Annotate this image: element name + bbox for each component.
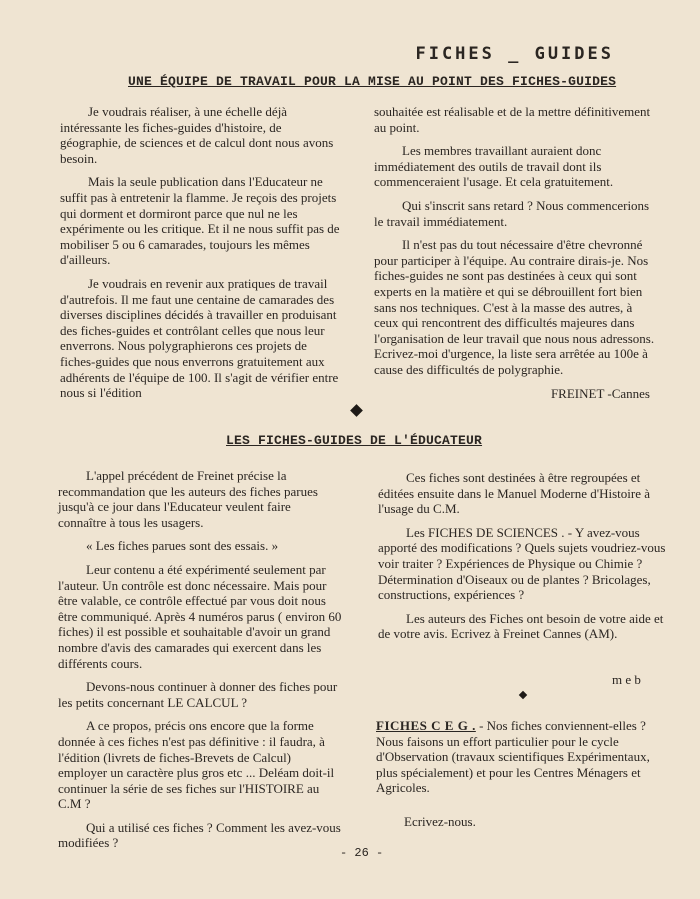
paragraph: Devons-nous continuer à donner des fiches pour les petits concernant LE CALCUL ? — [58, 679, 338, 710]
paragraph: Les auteurs des Fiches ont besoin de votre aide et de votre avis. Ecrivez à Freinet Cannes (AM). — [378, 610, 664, 642]
paragraph: Qui s'inscrit sans retard ? Nous commencerions le travail immédiatement. — [374, 197, 650, 229]
paragraph: A ce propos, précis ons encore que la forme donnée à ces fiches n'est pas définitive : il faudra, à l'édition (livrets de fiches-Brevets de Calcul) employer un caractère plus gros etc ... Deléam doit-il continuer la série de ses fiches sur l'HISTOIRE au C.M ? — [58, 718, 335, 812]
page-number: - 26 - — [340, 846, 384, 860]
section1-left-column — [60, 104, 342, 409]
section2-right-column — [378, 470, 666, 650]
fiches-ceg-block — [376, 718, 670, 838]
fiches-ceg-text: - Nos fiches conviennent-elles ? Nous faisons un effort particulier pour le cycle d'Observation (travaux scientifiques Expérimentaux, plus spécialement) et pour les Centres Ménagers et Agricoles. — [376, 718, 650, 796]
signature: FREINET -Cannes — [550, 385, 650, 401]
page-header: FICHES _ GUIDES — [415, 44, 614, 64]
signature: m e b — [612, 672, 641, 687]
paragraph: Les FICHES DE SCIENCES . - Y avez-vous apporté des modifications ? Quels sujets voudriez-vous voir traiter ? Expériences de Physique ou Chimie ? Détermination d'Oiseaux ou de plantes ? Bricolages, constructions, expériences ? — [378, 524, 666, 603]
paragraph: Ces fiches sont destinées à être regroupées et éditées ensuite dans le Manuel Moderne d'Histoire à l'usage du C.M. — [378, 470, 651, 517]
paragraph: souhaitée est réalisable et de la mettre définitivement au point. — [374, 104, 651, 135]
paragraph: « Les fiches parues sont des essais. » — [86, 538, 279, 554]
diamond-ornament — [350, 404, 363, 417]
paragraph: Il n'est pas du tout nécessaire d'être chevronné pour participer à l'équipe. Au contraire dirais-je. Nos fiches-guides ne sont pas destinées à ceux qui sont experts en la matière et qui se débrouillent fort bien sans nos techniques. C'est à la masse des autres, à ceux qui rencontrent des difficultés majeures dans l'organisation de leur travail que nous nous adressons. Ecrivez-moi d'urgence, la liste sera arrêtée au 100e à cause des difficultés de polygraphie. — [374, 237, 655, 377]
paragraph: Les membres travaillant auraient donc immédiatement des outils de travail dont ils commenceraient l'usage. Et cela gratuitement. — [374, 143, 614, 190]
section1-title: UNE ÉQUIPE DE TRAVAIL POUR LA MISE AU POINT DES FICHES-GUIDES — [128, 74, 617, 89]
paragraph: Ecrivez-nous. — [404, 813, 476, 829]
paragraph: Qui a utilisé ces fiches ? Comment les avez-vous modifiées ? — [58, 819, 341, 851]
section1-right-column — [374, 104, 658, 409]
paragraph: Je voudrais réaliser, à une échelle déjà intéressante les fiches-guides d'histoire, de géographie, de sciences et de calcul dont nous avons besoin. — [60, 104, 334, 166]
paragraph: Leur contenu a été expérimenté seulement par l'auteur. Un contrôle est donc nécessaire. Mais pour être valable, ce contrôle effectué par vous doit nous être communiqué. Après 4 numéros parus ( environ 60 fiches) il est possible et souhaitable d'avoir un grand nombre d'avis des camarades qui exercent dans les différents cours. — [58, 561, 342, 671]
paragraph: Mais la seule publication dans l'Educateur ne suffit pas à entretenir la flamme. Je reçois des projets qui dorment et dormiront parce que nul ne les expérimente ou les critique. Et il ne nous suffit pas de mobiliser 5 ou 6 camarades, toujours les mêmes d'ailleurs. — [60, 174, 340, 268]
fiches-ceg-label: FICHES C E G . — [376, 718, 476, 733]
paragraph: L'appel précédent de Freinet précise la recommandation que les auteurs des fiches parues jusqu'à ce jour dans l'Educateur veulent faire connaître à tous les usagers. — [58, 468, 318, 530]
section2-title: LES FICHES-GUIDES DE L'ÉDUCATEUR — [226, 433, 483, 448]
paragraph: Je voudrais en revenir aux pratiques de travail d'autrefois. Il me faut une centaine de camarades des diverses disciplines décidés à travailler en produisant des fiches-guides et contrôlant celles que nous leur enverrons. Nous polygraphierons ces projets de fiches-guides que nous enverrons gratuitement aux adhérents de l'équipe de 100. Il s'agit de vérifier entre nous si l'édition — [60, 275, 339, 401]
diamond-ornament — [519, 691, 527, 699]
section2-left-column — [58, 468, 342, 859]
